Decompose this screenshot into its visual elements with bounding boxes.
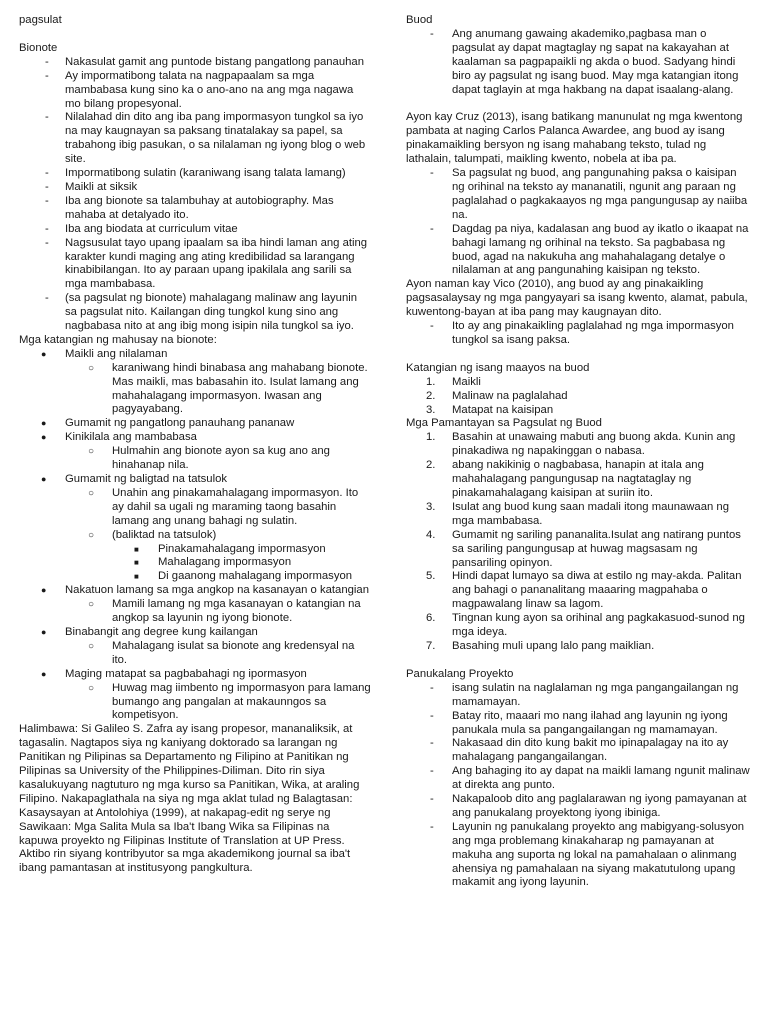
list-item: - Iba ang biodata at curriculum vitae	[45, 222, 238, 235]
numbered-item: 1. Maikli	[426, 375, 481, 388]
list-item-text: Maikli	[452, 375, 481, 388]
list-item-text: Iba ang bionote sa talambuhay at autobiography. Mas mahaba at detalyado ito.	[65, 194, 334, 221]
katangian-list	[19, 348, 371, 723]
list-item-text: Nagsusulat tayo upang ipaalam sa iba hindi laman ang ating karakter kundi maging ang ating kredibilidad sa larangang kinabibilangan. Ito ay paraan upang ipakilala ang sarili sa mga mambabasa.	[65, 236, 368, 291]
list-item-text: Maikli at siksik	[65, 180, 138, 193]
list-item-text: Iba ang biodata at curriculum vitae	[65, 222, 238, 235]
list-item-text: Ang anumang gawaing akademiko,pagbasa man o pagsulat ay dapat magtaglay ng sapat na kakayahan at kaalaman sa pagpapaikli ng akda o buod. Sadyang hindi biro ay pagsulat ng isang buod. May mga katangian itong dapat taglayin at mga hakbang na dapat isaalang-alang.	[452, 27, 739, 96]
list-item-text: Dagdag pa niya, kadalasan ang buod ay ikatlo o ikaapat na bahagi lamang ng orihinal na teksto. Sa pagbabasa ng buod, agad na nakukuha ang mahahalagang detalye o nilalaman at ang pangunahing kaisipan ng teksto.	[452, 222, 749, 277]
list-item: ● Maikli ang nilalaman	[41, 347, 168, 360]
list-item: - Nakasaad din dito kung bakit mo ipinapalagay na ito ay mahalagang pangangailangan.	[430, 737, 729, 764]
list-item-text: Mahalagang impormasyon	[158, 556, 292, 569]
list-item: - Nakasulat gamit ang puntode bistang pangatlong panauhan	[45, 55, 364, 68]
list-item-text: Unahin ang pinakamahalagang impormasyon. Ito ay dahil sa ugali ng maraming taong basahin lamang ang unang bahagi ng sulatin.	[112, 486, 359, 527]
list-item-text: Batay rito, maaari mo nang ilahad ang layunin ng iyong panukala mula sa pangangailangan ng mamamayan.	[452, 709, 728, 736]
vico-paragraph: Ayon naman kay Vico (2010), ang buod ay ang pinakaikling pagsasalaysay ng mga pangyayari sa isang kwento, alamat, pabula, kuwentong-bayan at iba pang may kaugnayan dito.	[406, 278, 748, 319]
numbered-item: 3. Isulat ang buod kung saan madali itong maunawaan ng mga mambabasa.	[426, 500, 729, 527]
list-item: ● Gumamit ng pangatlong panauhang pananaw	[41, 417, 295, 430]
list-item: - isang sulatin na naglalaman ng mga pangangailangan ng mamamayan.	[430, 681, 739, 708]
buod-heading: Buod	[406, 14, 433, 26]
list-item-text: Gumamit ng pangatlong panauhang pananaw	[65, 417, 295, 430]
list-item-text: Binabangit ang degree kung kailangan	[65, 625, 258, 638]
list-item-text: Ay impormatibong talata na nagpapaalam sa mga mambabasa kung sino ka o ano-ano na ang mga nagawa mo bilang propesyonal.	[65, 69, 354, 110]
list-item: - Ay impormatibong talata na nagpapaalam sa mga mambabasa kung sino ka o ano-ano na ang mga nagawa mo bilang propesyonal.	[45, 69, 354, 110]
sub-list-item: ○ (baliktad na tatsulok)	[88, 528, 217, 541]
panukala-heading: Panukalang Proyekto	[406, 667, 514, 680]
list-item-text: Hulmahin ang bionote ayon sa kug ano ang hinahanap nila.	[112, 445, 330, 472]
sub-list-item: ○ karaniwang hindi binabasa ang mahabang bionote. Mas maikli, mas babasahin ito. Isulat lamang ang mahahalagang impormasyon. Iwasan ang pagyayabang.	[88, 361, 368, 416]
list-item-text: Basahing muli upang lalo pang maiklian.	[452, 639, 655, 652]
list-item-text: Impormatibong sulatin (karaniwang isang talata lamang)	[65, 167, 346, 180]
list-item-text: Kinikilala ang mambabasa	[65, 431, 197, 444]
list-item: - Iba ang bionote sa talambuhay at autobiography. Mas mahaba at detalyado ito.	[45, 194, 334, 221]
halimbawa-paragraph: Halimbawa: Si Galileo S. Zafra ay isang propesor, mananaliksik, at tagasalin. Nagtapos siya ng kaniyang doktorado sa larangan ng Panitikan ng Pilipinas sa Departamento ng Filipino at Panitikan ng Pilipinas sa University of the Philippines-Diliman. Dito rin siya kasalukuyang nagtuturo ng mga kurso sa Panitikan, Wika, at araling Filipino. Nakapaglathala na siya ng mga aklat tulad ng Balagtasan: Kasaysayan at Antolohiya (1999), at nakapag-edit ng serye ng Sawikaan: Mga Salita Mula sa Iba't Ibang Wika sa Filipinas na kapuwa proyekto ng Filipinas Institute of Translation at UP Press. Aktibo rin siyang kontribyutor sa mga akademikong journal sa iba't ibang pamantasan at institusyong pangkultura.	[19, 723, 360, 875]
list-item-text: Gumamit ng baligtad na tatsulok	[65, 473, 228, 485]
katangian-buod-heading: Katangian ng isang maayos na buod	[406, 361, 590, 374]
list-item-text: Hindi dapat lumayo sa diwa at estilo ng may-akda. Palitan ang bahagi o pananalitang maaaring magpahaba o magpawalang linaw sa lagom.	[452, 570, 742, 611]
document-title: pagsulat	[19, 14, 62, 26]
list-item: - Maikli at siksik	[45, 180, 138, 193]
sub-sub-list-item: ■ Di gaanong mahalagang impormasyon	[134, 570, 353, 583]
list-item-text: isang sulatin na naglalaman ng mga pangangailangan ng mamamayan.	[452, 681, 739, 708]
sub-list-item: ○ Mahalagang isulat sa bionote ang kredensyal na ito.	[88, 639, 355, 666]
numbered-item: 1. Basahin at unawaing mabuti ang buong akda. Kunin ang pinakadiwa ng napakinggan o nabasa.	[426, 431, 736, 458]
list-item-text: (baliktad na tatsulok)	[112, 528, 217, 541]
sub-list-item: ○ Unahin ang pinakamahalagang impormasyon. Ito ay dahil sa ugali ng maraming taong basahin lamang ang unang bahagi ng sulatin.	[88, 486, 359, 527]
list-item: - Nagsusulat tayo upang ipaalam sa iba hindi laman ang ating karakter kundi maging ang ating kredibilidad sa larangang kinabibilangan. Ito ay paraan upang ipakilala ang sarili sa mga mambabasa.	[45, 236, 368, 291]
numbered-item: 2. abang nakikinig o nagbabasa, hanapin at itala ang mahahalagang pangungusap na nagtataglay ng pinakamahalagang kaisipan at suriin ito.	[426, 459, 704, 499]
list-item: ● Binabangit ang degree kung kailangan	[41, 625, 258, 638]
pamantayan-heading: Mga Pamantayan sa Pagsulat ng Buod	[406, 417, 602, 430]
numbered-item: 3. Matapat na kaisipan	[426, 403, 554, 416]
right-column	[406, 14, 752, 890]
list-item-text: Maikli ang nilalaman	[65, 347, 168, 360]
list-item: - (sa pagsulat ng bionote) mahalagang malinaw ang layunin sa pagsulat nito. Kailangan ding tungkol kung sino ang nagbabasa nito at ang ibig mong isipin nila tungkol sa iyo.	[45, 292, 358, 333]
list-item: ● Maging matapat sa pagbabahagi ng ipormasyon	[41, 667, 307, 680]
list-item: - Sa pagsulat ng buod, ang pangunahing paksa o kaisipan ng orihinal na teksto ay mananatili, ngunit ang paraan ng paglalahad o pagkakaayos ng mga pangungusap ay naiiba na.	[430, 167, 748, 221]
list-item-text: Ang bahaging ito ay dapat na maikli lamang ngunit malinaw at direkta ang punto.	[452, 765, 750, 792]
list-item-text: Malinaw na paglalahad	[452, 389, 568, 402]
list-item-text: abang nakikinig o nagbabasa, hanapin at itala ang mahahalagang pangungusap na nagtataglay ng pinakamahalagang kaisipan at suriin ito.	[452, 459, 704, 499]
list-item: - Nakapaloob dito ang paglalarawan ng iyong pamayanan at ang panukalang proyektong iyong ibiniga.	[430, 793, 747, 819]
sub-list-item: ○ Huwag mag iimbento ng impormasyon para lamang bumango ang pangalan at makaunngos sa kompetisyon.	[88, 681, 371, 722]
list-item: ● Gumamit ng baligtad na tatsulok	[41, 473, 228, 485]
list-item: - Dagdag pa niya, kadalasan ang buod ay ikatlo o ikaapat na bahagi lamang ng orihinal na teksto. Sa pagbabasa ng buod, agad na nakukuha ang mahahalagang detalye o nilalaman at ang pangunahing kaisipan ng teksto.	[430, 222, 749, 277]
list-item-text: Nakasaad din dito kung bakit mo ipinapalagay na ito ay mahalagang pangangailangan.	[452, 737, 729, 764]
list-item: - Ito ay ang pinakaikling paglalahad ng mga impormasyon tungkol sa isang paksa.	[430, 320, 734, 346]
list-item-text: Basahin at unawaing mabuti ang buong akda. Kunin ang pinakadiwa ng napakinggan o nabasa.	[452, 431, 736, 458]
sub-sub-list-item: ■ Pinakamahalagang impormasyon	[134, 542, 326, 555]
left-column	[19, 14, 371, 876]
list-item-text: (sa pagsulat ng bionote) mahalagang malinaw ang layunin sa pagsulat nito. Kailangan ding tungkol kung sino ang nagbabasa nito at ang ibig mong isipin nila tungkol sa iyo.	[65, 292, 358, 333]
list-item-text: Sa pagsulat ng buod, ang pangunahing paksa o kaisipan ng orihinal na teksto ay mananatili, ngunit ang paraan ng paglalahad o pagkakaayos ng mga pangungusap ay naiiba na.	[452, 167, 748, 221]
list-item-text: Nilalahad din dito ang iba pang impormasyon tungkol sa iyo na may kaugnayan sa paksang tinatalakay sa papel, sa trabahong ibig pasukan, o sa nilalaman ng iyong blog o web site.	[65, 111, 366, 166]
numbered-item: 2. Malinaw na paglalahad	[426, 389, 568, 402]
list-item-text: Nakatuon lamang sa mga angkop na kasanayan o katangian	[65, 584, 369, 597]
list-item-text: Matapat na kaisipan	[452, 403, 554, 416]
list-item-text: Nakapaloob dito ang paglalarawan ng iyong pamayanan at ang panukalang proyektong iyong ibiniga.	[452, 793, 747, 819]
bionote-list	[19, 56, 371, 334]
list-item: ● Kinikilala ang mambabasa	[41, 431, 197, 444]
list-item: - Ang bahaging ito ay dapat na maikli lamang ngunit malinaw at direkta ang punto.	[430, 765, 750, 792]
list-item-text: Mamili lamang ng mga kasanayan o katangian na angkop sa layunin ng iyong bionote.	[112, 598, 361, 625]
sub-list-item: ○ Hulmahin ang bionote ayon sa kug ano ang hinahanap nila.	[88, 445, 330, 472]
list-item: - Impormatibong sulatin (karaniwang isang talata lamang)	[45, 167, 346, 180]
list-item-text: Mahalagang isulat sa bionote ang kredensyal na ito.	[112, 639, 355, 666]
bionote-heading: Bionote	[19, 41, 58, 54]
list-item-text: Huwag mag iimbento ng impormasyon para lamang bumango ang pangalan at makaunngos sa kompetisyon.	[112, 681, 371, 722]
numbered-item: 7. Basahing muli upang lalo pang maiklian.	[426, 639, 655, 652]
list-item-text: karaniwang hindi binabasa ang mahabang bionote. Mas maikli, mas babasahin ito. Isulat lamang ang mahahalagang impormasyon. Iwasan ang pagyayabang.	[112, 361, 368, 416]
list-item-text: Di gaanong mahalagang impormasyon	[158, 570, 353, 583]
list-item-text: Tingnan kung ayon sa orihinal ang pagkakasuod-sunod ng mga ideya.	[452, 612, 745, 639]
list-item: - Batay rito, maaari mo nang ilahad ang layunin ng iyong panukala mula sa pangangailangan ng mamamayan.	[430, 709, 728, 736]
list-item-text: Nakasulat gamit ang puntode bistang pangatlong panauhan	[65, 55, 364, 68]
list-item: ● Nakatuon lamang sa mga angkop na kasanayan o katangian	[41, 584, 369, 597]
list-item: - Layunin ng panukalang proyekto ang mabigyang-solusyon ang mga problemang kinakaharap ng pamayanan at makuha ang suporta ng lokal na pamahalaan o alinmang ahensiya ng pamahalaan na siyang makatutulong upang makamit ang iyong layunin.	[430, 820, 745, 889]
list-item-text: Isulat ang buod kung saan madali itong maunawaan ng mga mambabasa.	[452, 500, 729, 527]
list-item-text: Ito ay ang pinakaikling paglalahad ng mga impormasyon tungkol sa isang paksa.	[452, 320, 734, 346]
list-item-text: Pinakamahalagang impormasyon	[158, 542, 326, 555]
numbered-item: 4. Gumamit ng sariling pananalita.Isulat ang natirang puntos sa sariling pangungusap at huwag magsasam ng pansariling opinyon.	[426, 528, 741, 569]
cruz-paragraph: Ayon kay Cruz (2013), isang batikang manunulat ng mga kwentong pambata at naging Carlos Palanca Awardee, ang buod ay isang pinakamaikling bersyon ng isang mahabang teksto, tulad ng lathalain, talumpati, maikling kwento, nobela at iba pa.	[406, 111, 743, 166]
list-item-text: Maging matapat sa pagbabahagi ng ipormasyon	[65, 667, 307, 680]
list-item-text: Gumamit ng sariling pananalita.Isulat ang natirang puntos sa sariling pangungusap at huwag magsasam ng pansariling opinyon.	[452, 528, 741, 569]
list-item: - Nilalahad din dito ang iba pang impormasyon tungkol sa iyo na may kaugnayan sa paksang tinatalakay sa papel, sa trabahong ibig pasukan, o sa nilalaman ng iyong blog o web site.	[45, 111, 366, 166]
list-item-text: Layunin ng panukalang proyekto ang mabigyang-solusyon ang mga problemang kinakaharap ng pamayanan at makuha ang suporta ng lokal na pamahalaan o alinmang ahensiya ng pamahalaan na siyang makatutulong upang makamit ang iyong layunin.	[452, 820, 745, 889]
sub-sub-list-item: ■ Mahalagang impormasyon	[134, 556, 292, 569]
numbered-item: 6. Tingnan kung ayon sa orihinal ang pagkakasuod-sunod ng mga ideya.	[426, 612, 745, 639]
katangian-heading: Mga katangian ng mahusay na bionote:	[19, 333, 217, 346]
numbered-item: 5. Hindi dapat lumayo sa diwa at estilo ng may-akda. Palitan ang bahagi o pananalitang maaaring magpahaba o magpawalang linaw sa lagom.	[426, 570, 742, 611]
list-item: - Ang anumang gawaing akademiko,pagbasa man o pagsulat ay dapat magtaglay ng sapat na kakayahan at kaalaman sa pagpapaikli ng akda o buod. Sadyang hindi biro ay pagsulat ng isang buod. May mga katangian itong dapat taglayin at mga hakbang na dapat isaalang-alang.	[430, 27, 739, 96]
sub-list-item: ○ Mamili lamang ng mga kasanayan o katangian na angkop sa layunin ng iyong bionote.	[88, 598, 361, 625]
